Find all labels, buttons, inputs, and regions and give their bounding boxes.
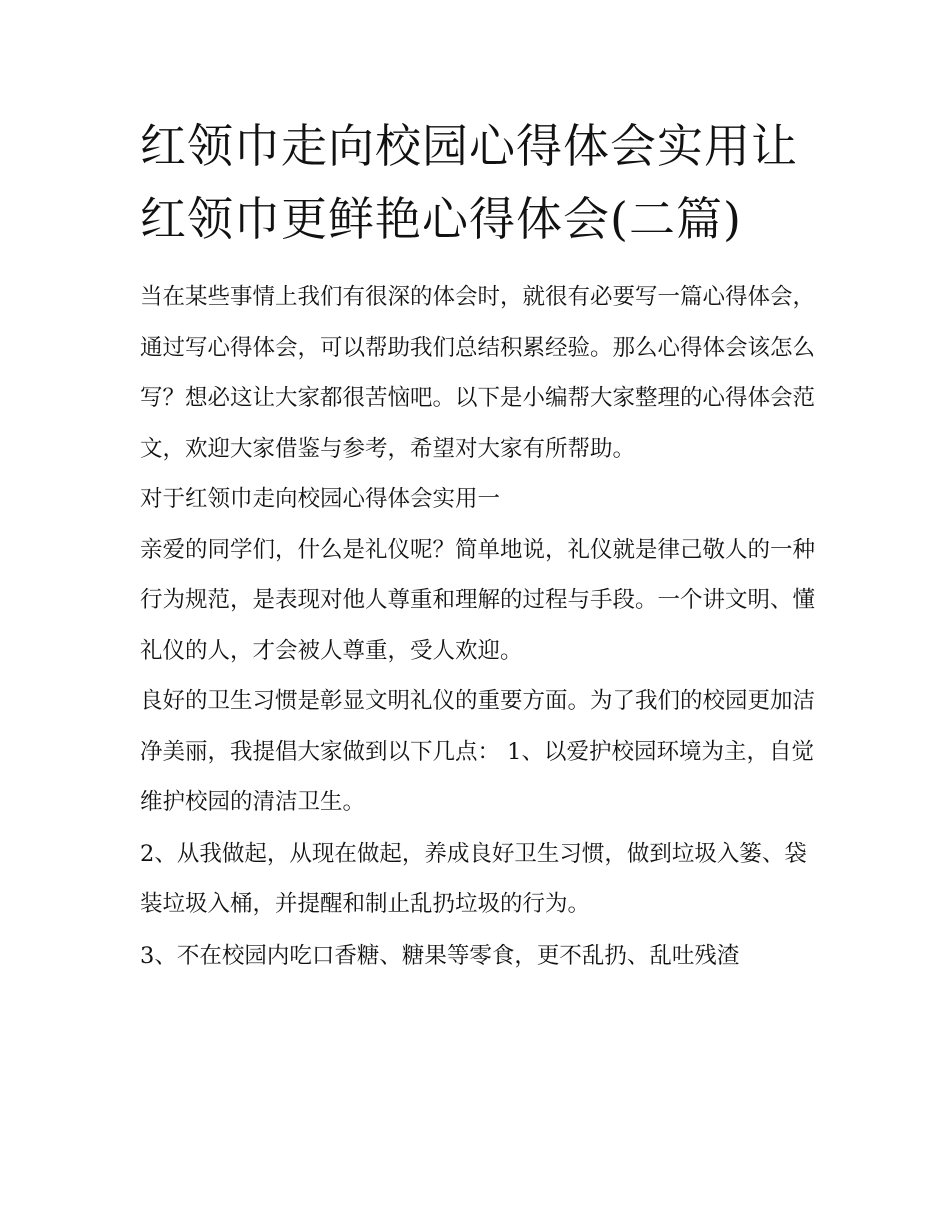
paragraph-point-3: 3、不在校园内吃口香糖、糖果等零食，更不乱扔、乱吐残渣 [140, 942, 740, 969]
paragraph-hygiene: 良好的卫生习惯是彰显文明礼仪的重要方面。为了我们的校园更加洁净美丽，我提倡大家做到以下几点： 1、以爱护校园环境为主，自觉维护校园的清洁卫生。 [140, 688, 816, 815]
document-body [140, 272, 820, 981]
paragraph-section-heading: 对于红领巾走向校园心得体会实用一 [140, 486, 501, 512]
document-title: 红领巾走向校园心得体会实用让红领巾更鲜艳心得体会(二篇) [140, 119, 798, 246]
document-page [140, 110, 820, 981]
paragraph-etiquette: 亲爱的同学们，什么是礼仪呢？简单地说，礼仪就是律己敬人的一种行为规范，是表现对他人尊重和理解的过程与手段。一个讲文明、懂礼仪的人，才会被人尊重，受人欢迎。 [140, 536, 816, 664]
paragraph-point-2: 2、从我做起，从现在做起，养成良好卫生习惯，做到垃圾入篓、袋装垃圾入桶，并提醒和制止乱扔垃圾的行为。 [140, 840, 807, 917]
paragraph-intro: 当在某些事情上我们有很深的体会时，就很有必要写一篇心得体会，通过写心得体会，可以帮助我们总结积累经验。那么心得体会该怎么写？想必这让大家都很苦恼吧。以下是小编帮大家整理的心得体会范文，欢迎大家借鉴与参考，希望对大家有所帮助。 [140, 284, 816, 462]
